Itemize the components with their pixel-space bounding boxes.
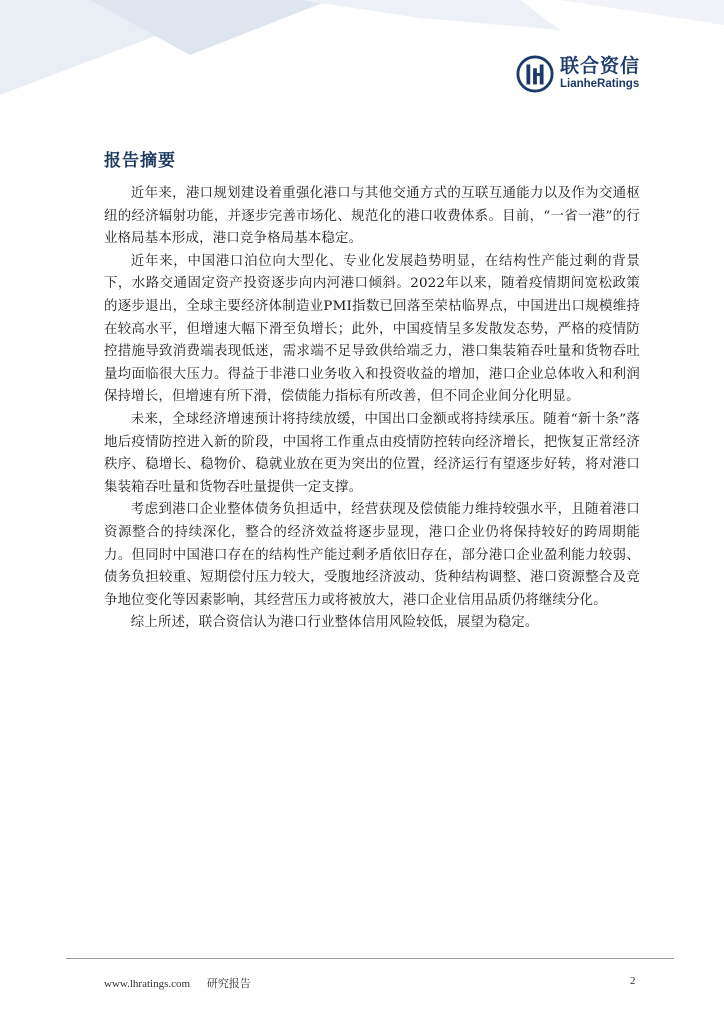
section-title: 报告摘要 xyxy=(104,151,176,171)
footer-info xyxy=(104,975,251,991)
lianhe-logo-icon xyxy=(516,55,554,93)
paragraph: 近年来，港口规划建设着重强化港口与其他交通方式的互联互通能力以及作为交通枢纽的经济辐射功能，并逐步完善市场化、规范化的港口收费体系。目前，“一省一港”的行业格局基本形成，港口竞争格局基本稳定。 xyxy=(104,186,640,247)
paragraph: 未来，全球经济增速预计将持续放缓，中国出口金额或将持续承压。随着“新十条”落地后疫情防控进入新的阶段，中国将工作重点由疫情防控转向经济增长，把恢复正常经济秩序、稳增长、稳物价、稳就业放在更为突出的位置，经济运行有望逐步好转，将对港口集装箱吞吐量和货物吞吐量提供一定支撑。 xyxy=(104,411,640,495)
paragraph: 近年来，中国港口泊位向大型化、专业化发展趋势明显，在结构性产能过剩的背景下，水路交通固定资产投资逐步向内河港口倾斜。2022年以来，随着疫情期间宽松政策的逐步退出，全球主要经济体制造业PMI指数已回落至荣枯临界点，中国进出口规模维持在较高水平，但增速大幅下滑至负增长；此外，中国疫情呈多发散发态势，严格的疫情防控措施导致消费端表现低迷，需求端不足导致供给端乏力，港口集装箱吞吐量和货物吞吐量均面临很大压力。得益于非港口业务收入和投资收益的增加，港口企业总体收入和利润保持增长，但增速有所下滑，偿债能力指标有所改善，但不同企业间分化明显。 xyxy=(104,253,640,405)
paragraph: 考虑到港口企业整体债务负担适中，经营获现及偿债能力维持较强水平，且随着港口资源整合的持续深化，整合的经济效益将逐步显现，港口企业仍将保持较好的跨周期能力。但同时中国港口存在的结构性产能过剩矛盾依旧存在，部分港口企业盈利能力较弱、债务负担较重、短期偿付压力较大，受腹地经济波动、货种结构调整、港口资源整合及竞争地位变化等因素影响，其经营压力或将被放大，港口企业信用品质仍将继续分化。 xyxy=(104,502,640,608)
report-summary-body xyxy=(104,183,640,635)
footer-website-link[interactable]: www.lhratings.com xyxy=(104,978,191,990)
footer-doc-type: 研究报告 xyxy=(206,978,251,990)
paragraph: 综上所述，联合资信认为港口行业整体信用风险较低，展望为稳定。 xyxy=(130,615,539,631)
logo-chinese-name: 联合资信 xyxy=(560,55,641,78)
footer-divider xyxy=(66,958,674,959)
logo-english-name: LianheRatings xyxy=(560,78,640,91)
page-number: 2 xyxy=(630,975,636,987)
company-logo xyxy=(516,53,640,95)
